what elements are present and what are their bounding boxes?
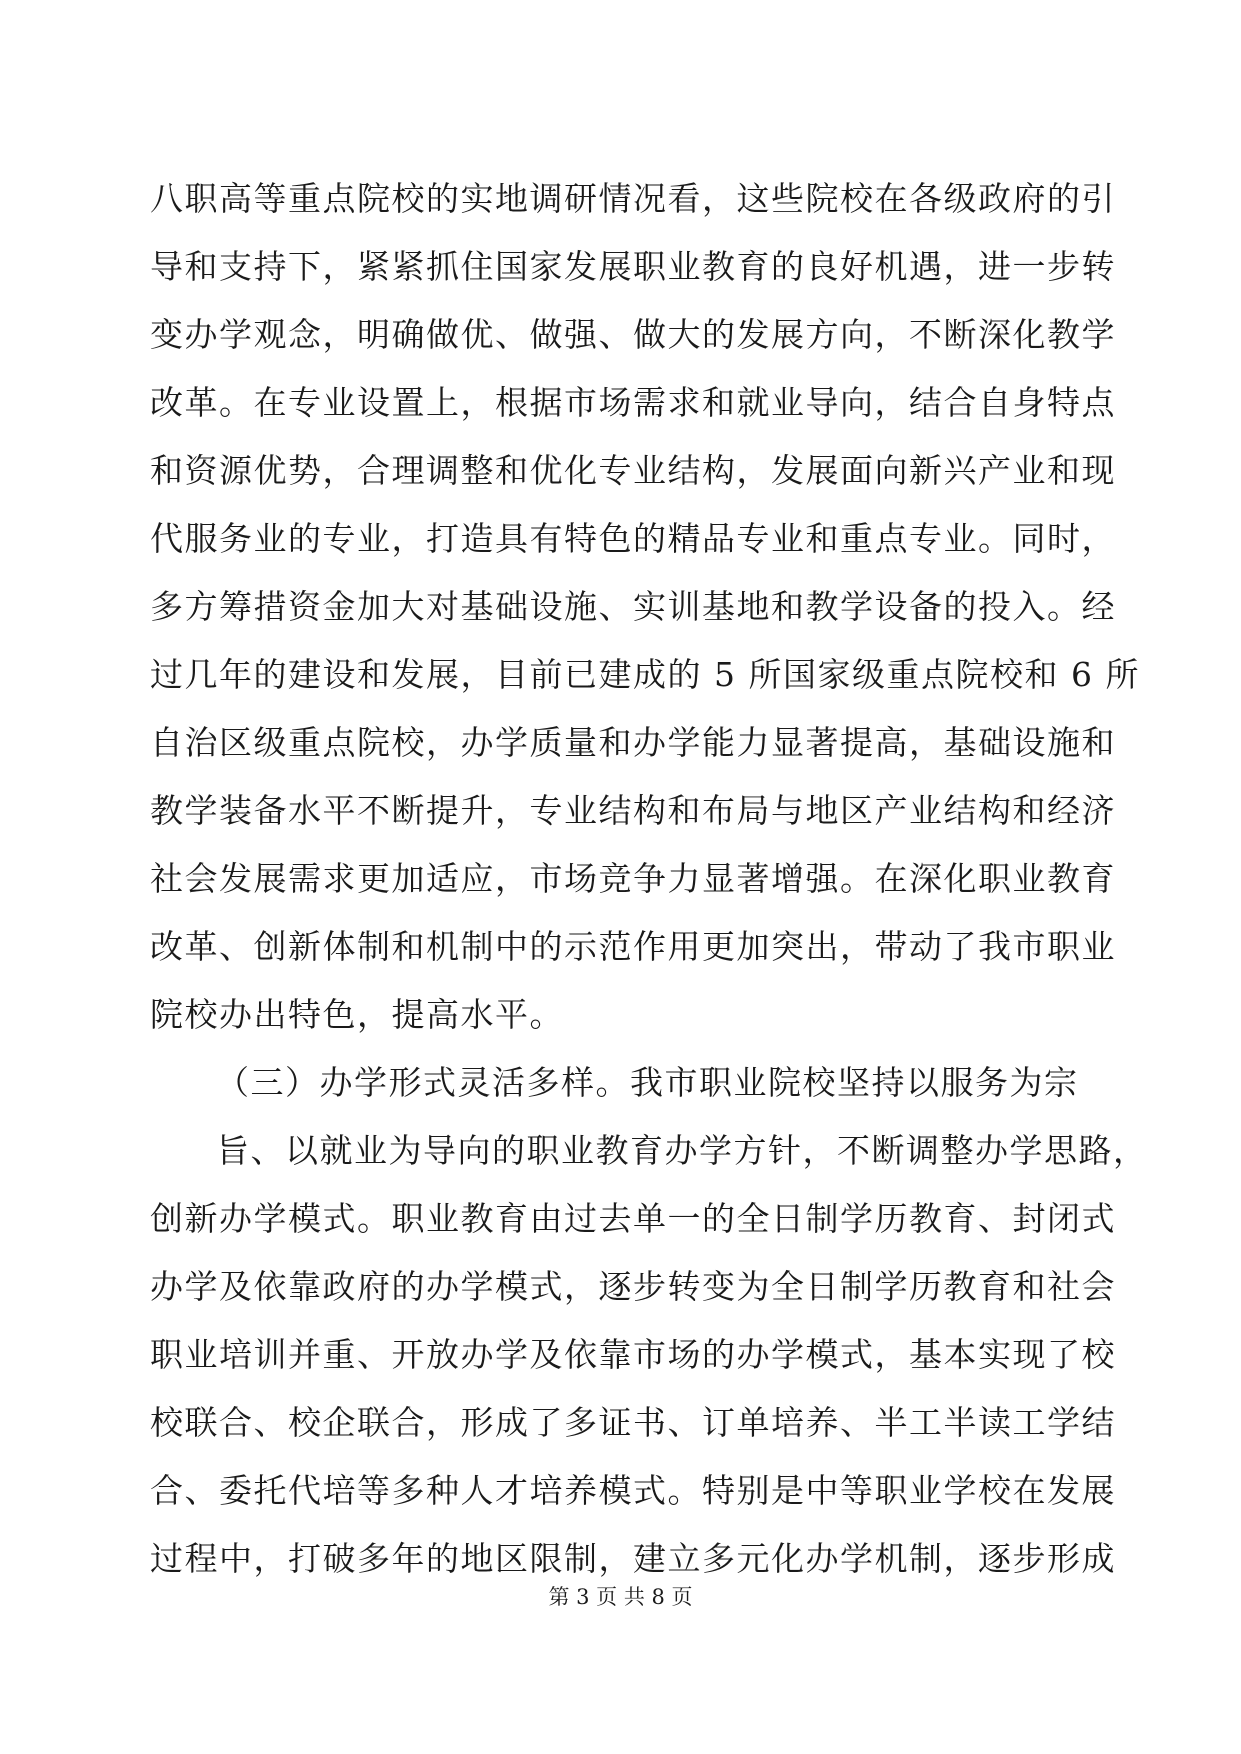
- body-text-line: 旨、以就业为导向的职业教育办学方针，不断调整办学思路，: [216, 1131, 1148, 1170]
- body-text-line: 代服务业的专业，打造具有特色的精品专业和重点专业。同时，: [150, 519, 1116, 558]
- body-text-line: 院校办出特色，提高水平。: [150, 995, 564, 1034]
- body-text-line: 自治区级重点院校，办学质量和办学能力显著提高，基础设施和: [150, 723, 1116, 762]
- body-text-line: 八职高等重点院校的实地调研情况看，这些院校在各级政府的引: [150, 179, 1116, 218]
- body-text-line: 和资源优势，合理调整和优化专业结构，发展面向新兴产业和现: [150, 451, 1116, 490]
- body-text-line: 职业培训并重、开放办学及依靠市场的办学模式，基本实现了校: [150, 1335, 1116, 1374]
- body-text-line: 教学装备水平不断提升，专业结构和布局与地区产业结构和经济: [150, 791, 1116, 830]
- body-text-line: 合、委托代培等多种人才培养模式。特别是中等职业学校在发展: [150, 1471, 1116, 1510]
- body-text-line: 过程中，打破多年的地区限制，建立多元化办学机制，逐步形成: [150, 1539, 1116, 1578]
- body-text-line: 校联合、校企联合，形成了多证书、订单培养、半工半读工学结: [150, 1403, 1116, 1442]
- body-text-line: 社会发展需求更加适应，市场竞争力显著增强。在深化职业教育: [150, 859, 1116, 898]
- body-text-line: 多方筹措资金加大对基础设施、实训基地和教学设备的投入。经: [150, 587, 1116, 626]
- body-text-line: 过几年的建设和发展，目前已建成的 5 所国家级重点院校和 6 所: [150, 655, 1140, 694]
- body-text-line: 创新办学模式。职业教育由过去单一的全日制学历教育、封闭式: [150, 1199, 1116, 1238]
- body-text-line: 改革。在专业设置上，根据市场需求和就业导向，结合自身特点: [150, 383, 1116, 422]
- body-text-line: 办学及依靠政府的办学模式，逐步转变为全日制学历教育和社会: [150, 1267, 1116, 1306]
- body-text-line: 导和支持下，紧紧抓住国家发展职业教育的良好机遇，进一步转: [150, 247, 1116, 286]
- page-number-footer: 第 3 页 共 8 页: [548, 1585, 693, 1609]
- section-heading-line: （三）办学形式灵活多样。我市职业院校坚持以服务为宗: [216, 1063, 1079, 1102]
- body-text-line: 变办学观念，明确做优、做强、做大的发展方向，不断深化教学: [150, 315, 1116, 354]
- body-text-line: 改革、创新体制和机制中的示范作用更加突出，带动了我市职业: [150, 927, 1116, 966]
